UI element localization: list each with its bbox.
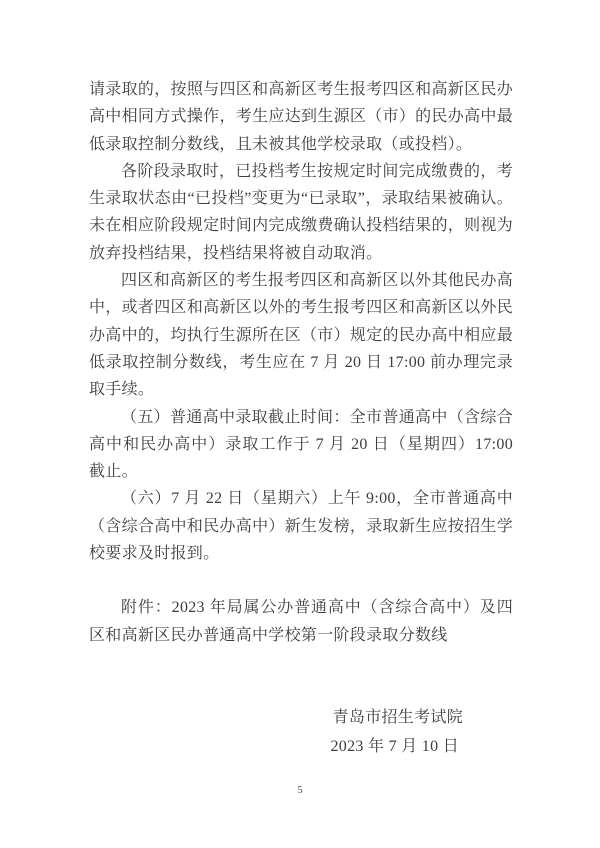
paragraph-item6-announcement: （六）7 月 22 日（星期六）上午 9:00，全市普通高中（含综合高中和民办高中）新生发榜，录取新生应按招生学校要求及时报到。 [89,490,513,563]
page-number: 5 [297,784,303,796]
paragraph-continuation: 请录取的，按照与四区和高新区考生报考四区和高新区民办高中相同方式操作，考生应达到生源区（市）的民办高中最低录取控制分数线，且未被其他学校录取（或投档）。 [89,81,513,153]
document-body [89,76,513,761]
paragraph-payment-confirmation: 各阶段录取时，已投档考生按规定时间完成缴费的，考生录取状态由“已投档”变更为“已录取”，录取结果被确认。未在相应阶段规定时间内完成缴费确认投档结果的，则视为放弃投档结果，投档结果将被自动取消。 [89,162,513,262]
signature-block [89,703,513,761]
attachment-note: 附件：2023 年局属公办普通高中（含综合高中）及四区和高新区民办普通高中学校第一阶段录取分数线 [89,599,513,644]
signature-date: 2023 年 7 月 10 日 [330,737,459,755]
signature-issuer: 青岛市招生考试院 [332,708,463,726]
paragraph-item5-deadline: （五）普通高中录取截止时间：全市普通高中（含综合高中和民办高中）录取工作于 7 月 20 日（星期四）17:00 截止。 [89,408,513,481]
paragraph-cross-district-rule: 四区和高新区的考生报考四区和高新区以外其他民办高中，或者四区和高新区以外的考生报考四区和高新区以外民办高中的，均执行生源所在区（市）规定的民办高中相应最低录取控制分数线，考生应在 7 月 20 日 17:00 前办理完录取手续。 [89,272,513,399]
